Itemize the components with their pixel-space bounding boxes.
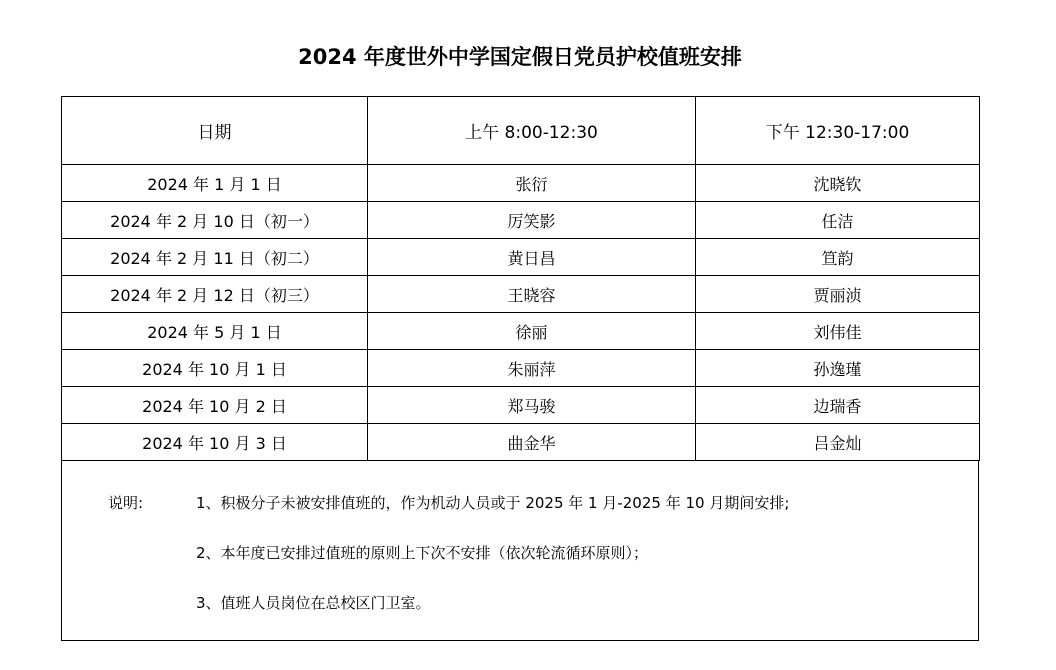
table-row (62, 350, 980, 387)
date-cell: 2024 年 10 月 3 日 (62, 424, 368, 461)
afternoon-duty-cell: 孙逸瑾 (696, 350, 980, 387)
table-row (62, 165, 980, 202)
morning-duty-cell: 王晓容 (368, 276, 696, 313)
date-cell: 2024 年 2 月 10 日（初一） (62, 202, 368, 239)
afternoon-duty-cell: 笪韵 (696, 239, 980, 276)
table-row (62, 313, 980, 350)
header-morning: 上午 8:00-12:30 (368, 97, 696, 165)
date-cell: 2024 年 2 月 12 日（初三） (62, 276, 368, 313)
date-cell: 2024 年 5 月 1 日 (62, 313, 368, 350)
afternoon-duty-cell: 边瑞香 (696, 387, 980, 424)
date-cell: 2024 年 1 月 1 日 (62, 165, 368, 202)
table-row (62, 387, 980, 424)
date-cell: 2024 年 10 月 1 日 (62, 350, 368, 387)
note-item: 1、积极分子未被安排值班的，作为机动人员或于 2025 年 1 月-2025 年 10 月期间安排; (196, 494, 790, 512)
morning-duty-cell: 厉笑影 (368, 202, 696, 239)
notes-label: 说明: (108, 494, 144, 512)
table-row (62, 202, 980, 239)
document-title: 2024 年度世外中学国定假日党员护校值班安排 (298, 45, 742, 69)
morning-duty-cell: 郑马骏 (368, 387, 696, 424)
morning-duty-cell: 曲金华 (368, 424, 696, 461)
header-afternoon: 下午 12:30-17:00 (696, 97, 980, 165)
morning-duty-cell: 黄日昌 (368, 239, 696, 276)
afternoon-duty-cell: 沈晓钦 (696, 165, 980, 202)
notes-section (61, 461, 979, 641)
date-cell: 2024 年 2 月 11 日（初二） (62, 239, 368, 276)
afternoon-duty-cell: 刘伟佳 (696, 313, 980, 350)
afternoon-duty-cell: 任洁 (696, 202, 980, 239)
table-row (62, 276, 980, 313)
duty-schedule-table (61, 96, 980, 461)
afternoon-duty-cell: 贾丽浈 (696, 276, 980, 313)
header-date: 日期 (62, 97, 368, 165)
table-row (62, 239, 980, 276)
date-cell: 2024 年 10 月 2 日 (62, 387, 368, 424)
note-item: 3、值班人员岗位在总校区门卫室。 (196, 594, 431, 612)
morning-duty-cell: 朱丽萍 (368, 350, 696, 387)
morning-duty-cell: 张衍 (368, 165, 696, 202)
afternoon-duty-cell: 吕金灿 (696, 424, 980, 461)
note-item: 2、本年度已安排过值班的原则上下次不安排（依次轮流循环原则）； (196, 544, 649, 562)
table-row (62, 424, 980, 461)
morning-duty-cell: 徐丽 (368, 313, 696, 350)
table-header-row (62, 97, 980, 165)
